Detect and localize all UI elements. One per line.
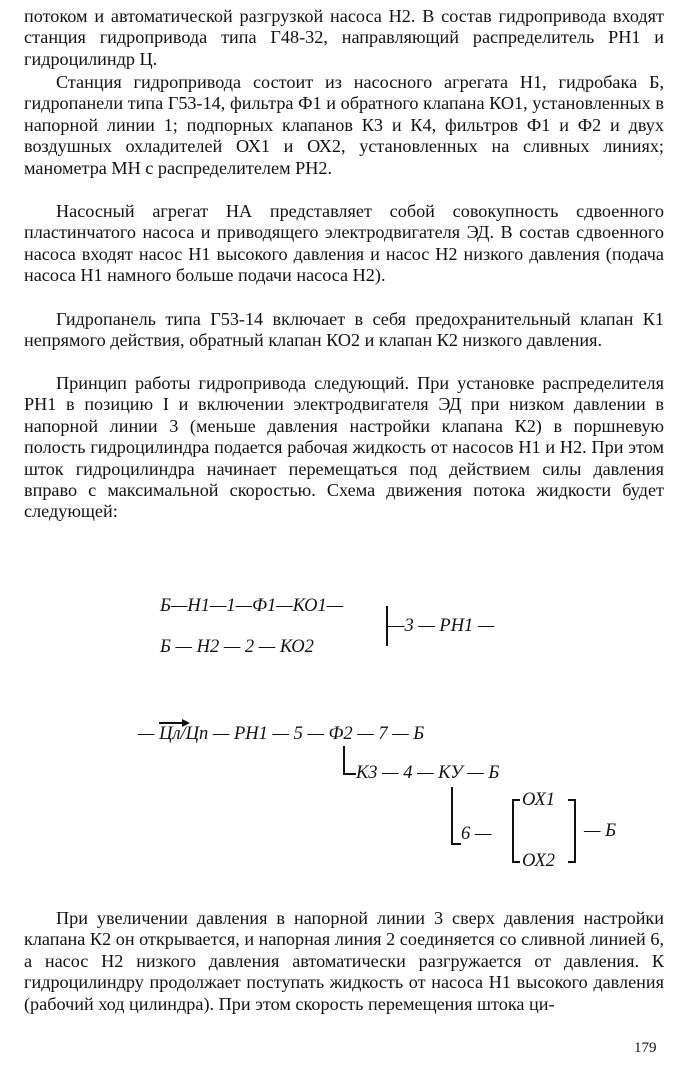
paragraph-4-text: Гидропанель типа Г53-14 включает в себя предохранительный клапан К1 непрямого действия, обратный клапан КО2 и клапан К2 низкого давления. — [24, 309, 664, 351]
formula1-row2: Б — Н2 — 2 — КО2 — [160, 637, 314, 657]
formula2-branch2-hook — [451, 843, 461, 845]
paragraph-6-text: При увеличении давления в напорной линии 3 сверх давления настройки клапана К2 он открывается, и напорная линия 2 соединяется со сливной линией 6, а насос Н2 низкого давления автоматически разгружается от давления. К гидроцилиндру продолжает поступать жидкость от насоса Н1 высокого давления (рабочий ход цилиндра). При этом скорость перемещения штока ци- — [24, 908, 664, 1014]
overarrow-line — [159, 722, 183, 724]
paragraph-5-text: Принцип работы гидропривода следующий. При установке распределителя РН1 в позицию I и включении электродвигателя ЭД при низком давлении в напорной линии 3 (меньше давления настройки клапана К2) в поршневую полость гидроцилиндра подается рабочая жидкость от насосов Н1 и Н2. При этом шток гидроцилиндра начинает перемещаться под действием силы давления вправо с максимальной скоростью. Схема движения потока жидкости будет следующей: — [24, 373, 664, 522]
paragraph-4 — [24, 309, 664, 352]
formula2-arrow-text: Цл — [159, 724, 181, 744]
paragraph-1: потоком и автоматической разгрузкой насоса Н2. В состав гидропривода входят станция гидропривода типа Г48-32, направляющий распределитель РН1 и гидроцилиндр Ц. — [24, 6, 664, 69]
paragraph-2 — [24, 72, 664, 179]
paragraph-5 — [24, 373, 664, 523]
paragraph-3-text: Насосный агрегат НА представляет собой совокупность сдвоенного пластинчатого насоса и приводящего электродвигателя ЭД. В состав сдвоенного насоса входят насос Н1 высокого давления и насос Н2 низкого давления (подача насоса Н1 намного больше подачи насоса Н2). — [24, 201, 664, 286]
formula1-output: —3 — РН1 — — [388, 616, 495, 636]
formula2-branch2-connector — [451, 787, 453, 845]
formula2-rest: /Цп — РН1 — 5 — Ф2 — 7 — Б — [180, 724, 425, 744]
formula2-branch1: К3 — 4 — КУ — Б — [356, 763, 500, 783]
formula2-overarrow-term — [159, 724, 180, 745]
paragraph-3 — [24, 201, 664, 287]
formula2-branch1-hook — [343, 773, 356, 775]
formula2-prefix: — — [138, 724, 160, 744]
formula2-tail: — Б — [584, 821, 616, 841]
paragraph-2-text: Станция гидропривода состоит из насосного агрегата Н1, гидробака Б, гидропанели типа Г53-14, фильтра Ф1 и обратного клапана КО1, установленных в напорной линии 1; подпорных клапанов К3 и К4, фильтров Ф1 и Ф2 и двух воздушных охладителей ОХ1 и ОХ2, установленных на сливных линиях; манометра МН с распределителем РН2. — [24, 72, 664, 178]
coolers-right-bracket — [568, 799, 576, 863]
formula2-main — [138, 724, 424, 745]
paragraph-6 — [24, 908, 664, 1015]
coolers-left-bracket — [512, 799, 520, 863]
cooler-ox2: ОХ2 — [522, 851, 555, 871]
page-number: 179 — [634, 1040, 657, 1056]
formula1-row1: Б—Н1—1—Ф1—КО1— — [160, 596, 344, 616]
cooler-ox1: ОХ1 — [522, 790, 555, 810]
formula2-branch2: 6 — — [461, 824, 492, 844]
formula2-branch1-connector — [343, 746, 345, 775]
arrow-right-icon — [182, 719, 190, 727]
